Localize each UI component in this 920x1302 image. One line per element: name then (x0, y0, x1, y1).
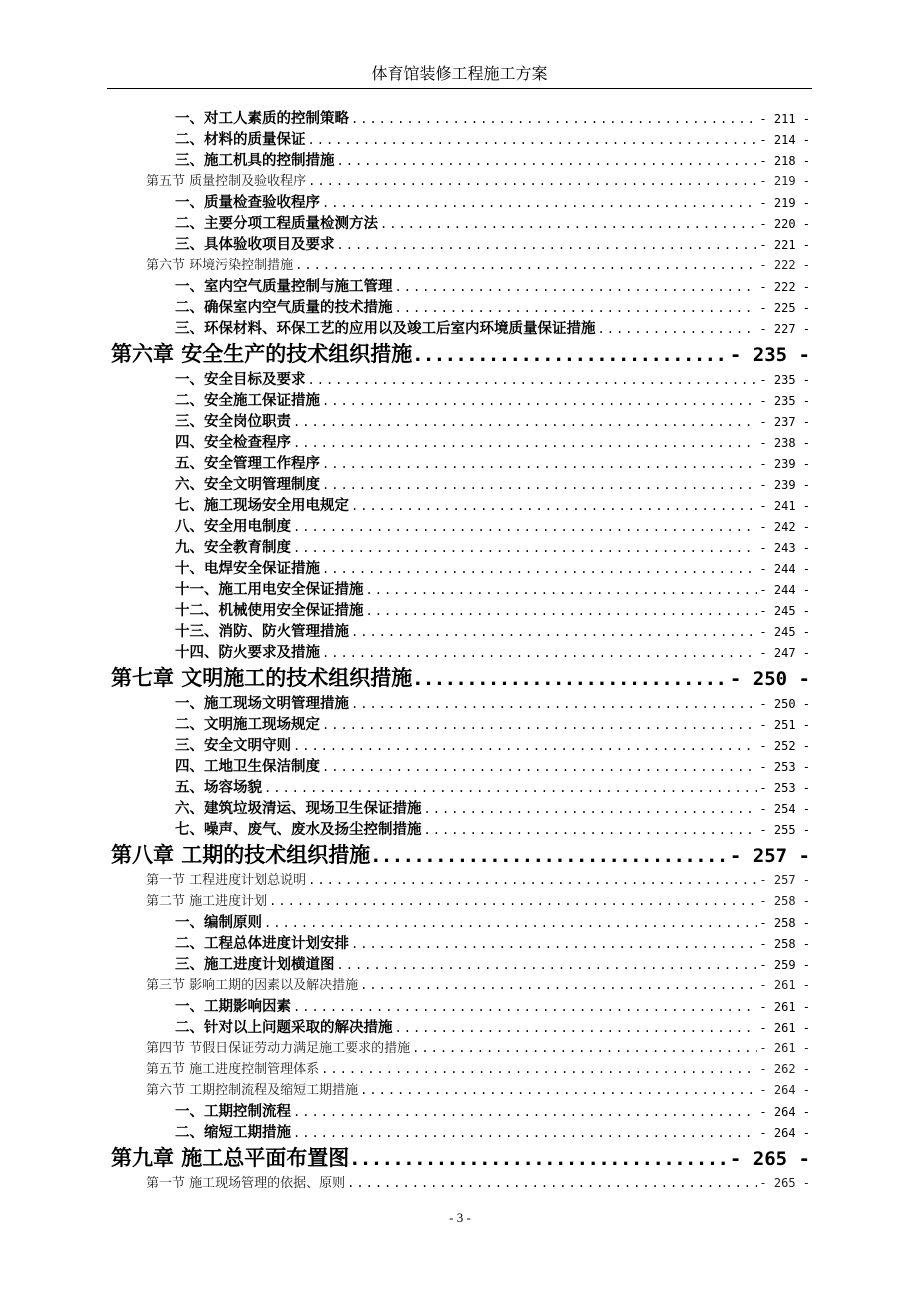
page-header (107, 60, 812, 89)
toc-entry-page: - 220 - (759, 217, 810, 231)
toc-entry-page: - 250 - (729, 668, 810, 690)
toc-entry-page: - 257 - (759, 873, 810, 887)
toc-entry-page: - 225 - (759, 301, 810, 315)
toc-entry-item[interactable] (0, 431, 920, 452)
toc-leader-dots (321, 1062, 757, 1076)
toc-leader-dots (366, 583, 758, 597)
toc-leader-dots (322, 646, 757, 660)
page-footer (0, 1210, 920, 1226)
toc-entry-page: - 218 - (759, 154, 810, 168)
toc-leader-dots (322, 196, 757, 210)
toc-entry-label: 第八章 工期的技术组织措施 (111, 843, 371, 867)
toc-leader-dots (337, 238, 758, 252)
toc-leader-dots (264, 916, 757, 930)
toc-leader-dots (351, 499, 757, 513)
toc-entry-label: 九、安全教育制度 (175, 540, 291, 556)
toc-entry-page: - 244 - (759, 562, 810, 576)
toc-leader-dots (366, 604, 758, 618)
toc-entry-page: - 235 - (759, 394, 810, 408)
toc-entry-page: - 219 - (759, 174, 810, 188)
toc-entry-item[interactable] (0, 620, 920, 641)
toc-leader-dots (380, 217, 757, 231)
toc-entry-page: - 241 - (759, 499, 810, 513)
toc-entry-page: - 219 - (759, 196, 810, 210)
toc-leader-dots (395, 1021, 758, 1035)
toc-leader-dots (308, 174, 757, 188)
toc-entry-label: 第一节 工程进度计划总说明 (146, 873, 307, 888)
toc-entry-label: 二、材料的质量保证 (175, 132, 306, 148)
toc-entry-label: 第五节 质量控制及验收程序 (146, 174, 307, 189)
toc-entry-label: 五、安全管理工作程序 (175, 456, 320, 472)
toc-entry-label: 十、电焊安全保证措施 (175, 561, 320, 577)
toc-entry-label: 第六章 安全生产的技术组织措施 (111, 342, 413, 366)
toc-entry-label: 三、安全岗位职责 (175, 414, 291, 430)
toc-entry-page: - 258 - (759, 894, 810, 908)
toc-leader-dots (322, 718, 757, 732)
toc-entry-item[interactable] (0, 578, 920, 599)
toc-entry-label: 七、施工现场安全用电规定 (175, 498, 349, 514)
toc-leader-dots (322, 457, 757, 471)
toc-entry-item[interactable] (0, 275, 920, 296)
toc-leader-dots (293, 541, 757, 555)
toc-entry-page: - 250 - (759, 697, 810, 711)
toc-entry-page: - 259 - (759, 958, 810, 972)
toc-entry-item[interactable] (0, 536, 920, 557)
toc-entry-label: 四、工地卫生保洁制度 (175, 759, 320, 775)
toc-leader-dots (347, 1176, 757, 1190)
toc-entry-page: - 239 - (759, 478, 810, 492)
toc-leader-dots (414, 669, 728, 690)
toc-leader-dots (351, 112, 757, 126)
toc-entry-item[interactable] (0, 212, 920, 233)
toc-entry-item[interactable] (0, 368, 920, 389)
toc-entry-page: - 261 - (759, 1021, 810, 1035)
toc-entry-label: 一、工期控制流程 (175, 1104, 291, 1120)
toc-entry-label: 二、针对以上问题采取的解决措施 (175, 1020, 393, 1036)
toc-entry-chapter[interactable] (0, 839, 920, 869)
toc-leader-dots (395, 280, 758, 294)
toc-entry-item[interactable] (0, 1016, 920, 1037)
toc-entry-label: 二、主要分项工程质量检测方法 (175, 216, 378, 232)
toc-entry-item[interactable] (0, 995, 920, 1016)
toc-entry-item[interactable] (0, 1121, 920, 1142)
toc-entry-label: 一、安全目标及要求 (175, 372, 306, 388)
toc-entry-page: - 261 - (759, 978, 810, 992)
toc-leader-dots (293, 1000, 757, 1014)
toc-entry-label: 二、安全施工保证措施 (175, 393, 320, 409)
toc-leader-dots (351, 625, 757, 639)
toc-entry-label: 七、噪声、废气、废水及扬尘控制措施 (175, 822, 422, 838)
toc-leader-dots (337, 154, 758, 168)
toc-entry-page: - 243 - (759, 541, 810, 555)
toc-entry-label: 二、文明施工现场规定 (175, 717, 320, 733)
toc-entry-label: 第六节 工期控制流程及缩短工期措施 (146, 1083, 359, 1098)
toc-entry-page: - 247 - (759, 646, 810, 660)
toc-leader-dots (322, 562, 757, 576)
toc-entry-label: 第四节 节假日保证劳动力满足施工要求的措施 (146, 1041, 411, 1056)
toc-entry-page: - 239 - (759, 457, 810, 471)
toc-entry-section[interactable] (0, 1079, 920, 1100)
toc-leader-dots (337, 958, 758, 972)
toc-entry-label: 第六节 环境污染控制措施 (146, 258, 294, 273)
toc-entry-label: 三、施工进度计划横道图 (175, 957, 335, 973)
toc-entry-chapter[interactable] (0, 662, 920, 692)
toc-entry-label: 十二、机械使用安全保证措施 (175, 603, 364, 619)
toc-entry-item[interactable] (0, 1100, 920, 1121)
toc-entry-item[interactable] (0, 797, 920, 818)
toc-leader-dots (293, 1105, 757, 1119)
toc-entry-page: - 245 - (759, 604, 810, 618)
toc-entry-section[interactable] (0, 1172, 920, 1193)
toc-entry-page: - 253 - (759, 781, 810, 795)
toc-entry-page: - 257 - (729, 845, 810, 867)
toc-entry-item[interactable] (0, 233, 920, 254)
toc-entry-label: 十三、消防、防火管理措施 (175, 624, 349, 640)
toc-entry-page: - 265 - (759, 1176, 810, 1190)
toc-leader-dots (360, 1083, 757, 1097)
toc-entry-page: - 222 - (759, 258, 810, 272)
toc-entry-item[interactable] (0, 128, 920, 149)
toc-entry-label: 一、施工现场文明管理措施 (175, 696, 349, 712)
toc-entry-label: 第二节 施工进度计划 (146, 894, 268, 909)
toc-entry-page: - 244 - (759, 583, 810, 597)
toc-entry-item[interactable] (0, 599, 920, 620)
toc-entry-section[interactable] (0, 1058, 920, 1079)
toc-entry-page: - 235 - (729, 344, 810, 366)
toc-leader-dots (293, 739, 757, 753)
toc-leader-dots (424, 802, 758, 816)
toc-entry-item[interactable] (0, 557, 920, 578)
toc-entry-section[interactable] (0, 890, 920, 911)
toc-entry-label: 八、安全用电制度 (175, 519, 291, 535)
toc-entry-page: - 242 - (759, 520, 810, 534)
toc-entry-page: - 245 - (759, 625, 810, 639)
toc-entry-label: 十四、防火要求及措施 (175, 645, 320, 661)
toc-entry-page: - 254 - (759, 802, 810, 816)
toc-entry-page: - 211 - (759, 112, 810, 126)
toc-entry-item[interactable] (0, 641, 920, 662)
toc-entry-page: - 238 - (759, 436, 810, 450)
toc-entry-label: 四、安全检查程序 (175, 435, 291, 451)
toc-entry-page: - 252 - (759, 739, 810, 753)
toc-entry-label: 二、工程总体进度计划安排 (175, 936, 349, 952)
toc-entry-label: 六、建筑垃圾清运、现场卫生保证措施 (175, 801, 422, 817)
toc-leader-dots (293, 415, 757, 429)
toc-leader-dots (360, 978, 757, 992)
toc-leader-dots (322, 478, 757, 492)
toc-entry-item[interactable] (0, 932, 920, 953)
toc-entry-item[interactable] (0, 389, 920, 410)
toc-entry-label: 第三节 影响工期的因素以及解决措施 (146, 978, 359, 993)
toc-leader-dots (293, 1126, 757, 1140)
toc-entry-page: - 264 - (759, 1105, 810, 1119)
toc-entry-label: 第七章 文明施工的技术组织措施 (111, 666, 413, 690)
toc-entry-label: 三、环保材料、环保工艺的应用以及竣工后室内环境质量保证措施 (175, 321, 596, 337)
toc-leader-dots (322, 394, 757, 408)
toc-entry-page: - 214 - (759, 133, 810, 147)
toc-entry-label: 第一节 施工现场管理的依据、原则 (146, 1176, 346, 1191)
toc-leader-dots (351, 697, 757, 711)
toc-leader-dots (295, 258, 757, 272)
toc-entry-item[interactable] (0, 911, 920, 932)
toc-entry-chapter[interactable] (0, 338, 920, 368)
toc-entry-section[interactable] (0, 974, 920, 995)
toc-entry-label: 一、室内空气质量控制与施工管理 (175, 279, 393, 295)
toc-entry-page: - 221 - (759, 238, 810, 252)
toc-entry-page: - 264 - (759, 1126, 810, 1140)
toc-entry-item[interactable] (0, 713, 920, 734)
toc-leader-dots (308, 873, 757, 887)
toc-entry-page: - 255 - (759, 823, 810, 837)
toc-entry-page: - 237 - (759, 415, 810, 429)
document-title: 体育馆装修工程施工方案 (371, 64, 548, 83)
toc-entry-page: - 235 - (759, 373, 810, 387)
toc-entry-label: 十一、施工用电安全保证措施 (175, 582, 364, 598)
toc-entry-section[interactable] (0, 869, 920, 890)
toc-entry-page: - 264 - (759, 1083, 810, 1097)
toc-entry-item[interactable] (0, 149, 920, 170)
toc-leader-dots (308, 133, 758, 147)
toc-entry-label: 二、确保室内空气质量的技术措施 (175, 300, 393, 316)
toc-leader-dots (414, 345, 728, 366)
toc-entry-page: - 227 - (759, 322, 810, 336)
toc-entry-item[interactable] (0, 296, 920, 317)
toc-leader-dots (264, 781, 757, 795)
toc-entry-item[interactable] (0, 776, 920, 797)
toc-entry-label: 一、工期影响因素 (175, 999, 291, 1015)
toc-entry-item[interactable] (0, 107, 920, 128)
toc-entry-page: - 258 - (759, 937, 810, 951)
toc-entry-chapter[interactable] (0, 1142, 920, 1172)
toc-entry-item[interactable] (0, 755, 920, 776)
toc-entry-page: - 265 - (729, 1148, 810, 1170)
toc-leader-dots (412, 1041, 757, 1055)
toc-entry-label: 一、对工人素质的控制策略 (175, 111, 349, 127)
toc-leader-dots (372, 846, 728, 867)
toc-entry-item[interactable] (0, 317, 920, 338)
toc-leader-dots (395, 301, 758, 315)
toc-entry-label: 六、安全文明管理制度 (175, 477, 320, 493)
page-number: - 3 - (449, 1210, 471, 1225)
toc-entry-page: - 251 - (759, 718, 810, 732)
toc-entry-page: - 222 - (759, 280, 810, 294)
toc-entry-item[interactable] (0, 191, 920, 212)
toc-entry-label: 一、质量检查验收程序 (175, 195, 320, 211)
toc-entry-label: 三、施工机具的控制措施 (175, 153, 335, 169)
toc-entry-section[interactable] (0, 170, 920, 191)
toc-entry-label: 五、场容场貌 (175, 780, 262, 796)
toc-leader-dots (269, 894, 757, 908)
toc-entry-item[interactable] (0, 515, 920, 536)
toc-entry-page: - 261 - (759, 1000, 810, 1014)
toc-entry-page: - 253 - (759, 760, 810, 774)
toc-entry-label: 一、编制原则 (175, 915, 262, 931)
toc-leader-dots (351, 937, 757, 951)
toc-entry-label: 第九章 施工总平面布置图 (111, 1146, 350, 1170)
toc-leader-dots (424, 823, 758, 837)
toc-entry-label: 三、安全文明守则 (175, 738, 291, 754)
toc-entry-page: - 262 - (759, 1062, 810, 1076)
toc-entry-item[interactable] (0, 734, 920, 755)
toc-entry-item[interactable] (0, 692, 920, 713)
toc-leader-dots (293, 520, 757, 534)
toc-leader-dots (351, 1149, 728, 1170)
toc-entry-item[interactable] (0, 953, 920, 974)
toc-entry-item[interactable] (0, 452, 920, 473)
toc-entry-label: 二、缩短工期措施 (175, 1125, 291, 1141)
toc-entry-section[interactable] (0, 254, 920, 275)
toc-leader-dots (598, 322, 758, 336)
toc-entry-item[interactable] (0, 473, 920, 494)
toc-entry-label: 第五节 施工进度控制管理体系 (146, 1062, 320, 1077)
toc-entry-item[interactable] (0, 494, 920, 515)
toc-entry-section[interactable] (0, 1037, 920, 1058)
toc-leader-dots (322, 760, 757, 774)
toc-leader-dots (308, 373, 758, 387)
toc-entry-item[interactable] (0, 818, 920, 839)
toc-entry-page: - 258 - (759, 916, 810, 930)
toc-entry-label: 三、具体验收项目及要求 (175, 237, 335, 253)
toc-leader-dots (293, 436, 757, 450)
toc-entry-page: - 261 - (759, 1041, 810, 1055)
toc-entry-item[interactable] (0, 410, 920, 431)
